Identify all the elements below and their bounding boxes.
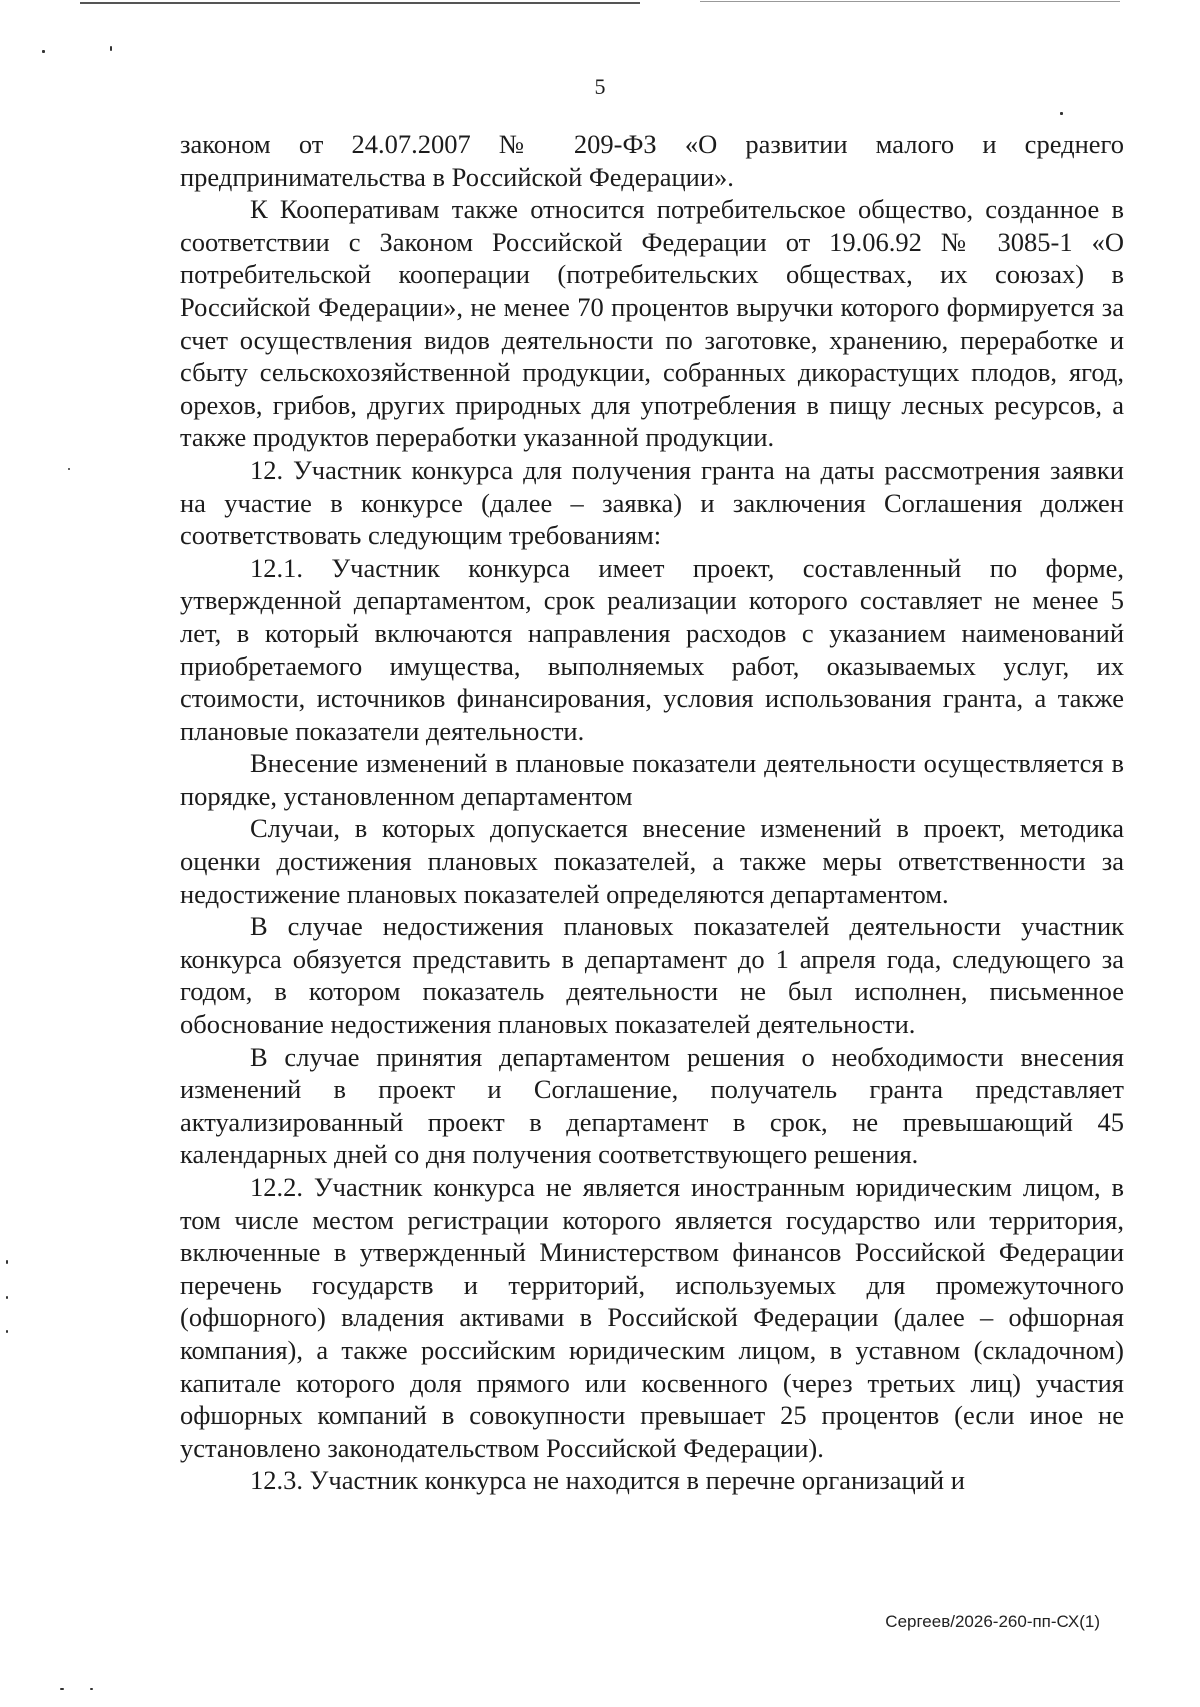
scan-speck [42,50,45,53]
paragraph-plan-changes: Внесение изменений в плановые показатели деятельности осуществляется в порядке, установленном департаментом [180,748,1124,811]
paragraph-clause-12: 12. Участник конкурса для получения гранта на даты рассмотрения заявки на участие в конкурсе (далее – заявка) и заключения Соглашения должен соответствовать следующим требованиям: [180,454,1124,551]
scan-speck [90,1688,93,1690]
paragraph-change-cases: Случаи, в которых допускается внесение изменений в проект, методика оценки достижения плановых показателей, а также меры ответственности за недостижение плановых показателей определяются департаментом. [180,813,1124,909]
paragraph-clause-12-2: 12.2. Участник конкурса не является иностранным юридическим лицом, в том числе местом регистрации которого является государство или территория, включенные в утвержденный Министерством финансов Российской Федерации перечень государств и территорий, используемых для промежуточного (офшорного) владения активами в Российской Федерации (далее – офшорная компания), а также российским юридическим лицом, в уставном (складочном) капитале которого доля прямого или косвенного (через третьих лиц) участия офшорных компаний в совокупности превышает 25 процентов (если иное не установлено законодательством Российской Федерации). [180,1172,1124,1463]
document-footer-code: Сергеев/2026-260-пп-СХ(1) [885,1612,1100,1631]
scan-speck [6,1260,8,1264]
scan-speck [68,468,70,470]
paragraph-continuation: законом от 24.07.2007 № 209-ФЗ «О развитии малого и среднего предпринимательства в Российской Федерации». [180,129,1124,192]
scan-top-edge [80,2,640,4]
paragraph-clause-12-3: 12.3. Участник конкурса не находится в перечне организаций и [250,1465,965,1496]
scan-top-edge-right [700,1,1120,2]
scan-speck [6,1296,8,1299]
scan-speck [110,46,112,51]
scan-speck [6,1330,8,1333]
paragraph-updated-project: В случае принятия департаментом решения о необходимости внесения изменений в проект и Соглашение, получатель гранта представляет актуализированный проект в департамент в срок, не превышающий 45 календарных дней со дня получения соответствующего решения. [180,1041,1124,1170]
scan-speck [1060,112,1063,115]
document-body [180,128,1124,1497]
paragraph-clause-12-1: 12.1. Участник конкурса имеет проект, составленный по форме, утвержденной департаментом, срок реализации которого составляет не менее 5 лет, в который включаются направления расходов с указанием наименований приобретаемого имущества, выполняемых работ, оказываемых услуг, их стоимости, источников финансирования, условия использования гранта, а также плановые показатели деятельности. [180,552,1124,746]
page-number: 5 [594,74,606,99]
scan-speck [60,1688,64,1690]
paragraph-consumer-society: К Кооперативам также относится потребительское общество, созданное в соответствии с Законом Российской Федерации от 19.06.92 № 3085-1 «О потребительской кооперации (потребительских обществах, их союзах) в Российской Федерации», не менее 70 процентов выручки которого формируется за счет осуществления видов деятельности по заготовке, хранению, переработке и сбыту сельскохозяйственной продукции, собранных дикорастущих плодов, ягод, орехов, грибов, других природных для употребления в пищу лесных ресурсов, а также продуктов переработки указанной продукции. [180,194,1124,453]
paragraph-non-achievement: В случае недостижения плановых показателей деятельности участник конкурса обязуется представить в департамент до 1 апреля года, следующего за годом, в котором показатель деятельности не был исполнен, письменное обоснование недостижения плановых показателей деятельности. [180,911,1124,1040]
